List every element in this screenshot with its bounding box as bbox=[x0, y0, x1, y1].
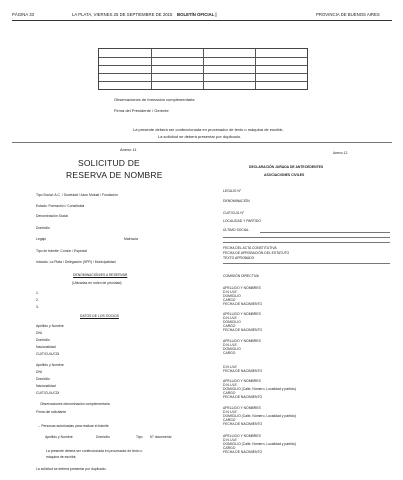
header-rule bbox=[12, 20, 392, 21]
matricula: Matrícula bbox=[124, 237, 138, 241]
page-number: PÁGINA 33 bbox=[12, 12, 34, 17]
block3-line3: DOMICILIO bbox=[223, 347, 241, 351]
socio2-nombre: Apellido y Nombre bbox=[36, 363, 64, 367]
dj-cuit: CUIT/CUIL N° bbox=[223, 211, 245, 215]
dj-fecha-estatuto: FECHA DE APROBACIÓN DEL ESTATUTO bbox=[223, 251, 290, 255]
dj-title-1: DECLARACIÓN JURADA DE ANTECEDENTES bbox=[249, 165, 324, 169]
block6-line3: DOMICILIO (Calle, Número, Localidad y partido) bbox=[223, 414, 296, 418]
socio2-domicilio: Domicilio bbox=[36, 377, 50, 381]
block6-line1: APELLIDO Y NOMBRES bbox=[223, 406, 261, 410]
legajo: Legajo bbox=[36, 237, 47, 241]
tipo-label: Tipo bbox=[136, 435, 143, 439]
socio1-dni: DNI bbox=[36, 331, 42, 335]
dj-fecha-acta: FECHA DEL ACTA CONSTITUTIVA bbox=[223, 246, 277, 250]
block5-line3: DOMICILIO (Calle, Número, Localidad y partido) bbox=[223, 387, 296, 391]
block7-line3: DOMICILIO (Calle, Número, Localidad y partido) bbox=[223, 442, 296, 446]
documento-label: N° documento bbox=[150, 435, 172, 439]
tipo-tramite: Tipo de trámite: Común / Especial bbox=[36, 249, 87, 253]
block4-line1: D.N.I./LE bbox=[223, 365, 237, 369]
dj-domicilio: ÚLTIMO SOCIAL bbox=[223, 228, 249, 232]
dj-denominacion: DENOMINACIÓN bbox=[223, 199, 250, 203]
domicilio: Domicilio bbox=[36, 226, 50, 230]
dj-texto-aprobado: TEXTO APROBADO bbox=[223, 256, 255, 260]
form-title-2: RESERVA DE NOMBRE bbox=[66, 170, 163, 180]
estado: Estado: Formación / Constituida bbox=[36, 204, 85, 208]
denominaciones-heading: DENOMINACIÓN/ES A RESERVAR bbox=[73, 273, 128, 277]
block7-line4: CARGO bbox=[223, 446, 236, 450]
block3-line1: APELLIDO Y NOMBRES bbox=[223, 339, 261, 343]
item-2: 2. bbox=[36, 298, 39, 302]
socio1-nacionalidad: Nacionalidad bbox=[36, 345, 56, 349]
block4-line2: FECHA DE NACIMIENTO bbox=[223, 369, 263, 373]
block5-line5: FECHA DE NACIMIENTO bbox=[223, 395, 263, 399]
legajo-n: LEGAJO N° bbox=[223, 189, 242, 193]
presentacion-note-1: La presente deberá ser confeccionada en procesador de texto o bbox=[46, 449, 143, 453]
presentacion-note-3: La solicitud se deberá presentar por duplicado. bbox=[36, 467, 107, 471]
block3-line4: CARGO bbox=[223, 351, 236, 355]
block5-line4: CARGO bbox=[223, 391, 236, 395]
block1-line1: APELLIDO Y NOMBRES bbox=[223, 286, 261, 290]
apellido-label: Apellido y Nombre bbox=[45, 435, 73, 439]
firma-solicitante: Firma del solicitante bbox=[36, 410, 67, 414]
intro-note-1: La presente deberá ser confeccionada en procesador de texto o máquina de escribir, bbox=[133, 127, 284, 132]
block5-line1: APELLIDO Y NOMBRES bbox=[223, 379, 261, 383]
denominacion-social: Denominación Social bbox=[36, 214, 68, 218]
block7-line2: D.N.I./LE bbox=[223, 438, 237, 442]
header-title: BOLETÍN OFICIAL | bbox=[177, 12, 217, 17]
obs-label: Observaciones de formación complementaria bbox=[114, 97, 195, 102]
socio1-nombre: Apellido y Nombre bbox=[36, 324, 64, 328]
tipo-social: Tipo Social: A.C. / Sociedad / Asoc Mutual / Fundación bbox=[36, 193, 118, 197]
block1-line2: D.N.I./LE bbox=[223, 290, 237, 294]
block2-line3: DOMICILIO bbox=[223, 320, 241, 324]
form-title-1: SOLICITUD DE bbox=[78, 158, 140, 168]
anexo-11: Anexo 11 bbox=[120, 147, 137, 152]
personas-autorizadas: -- Personas autorizadas para realizar el trámite bbox=[38, 424, 109, 428]
block5-line2: D.N.I./LE bbox=[223, 383, 237, 387]
block2-line5: FECHA DE NACIMIENTO bbox=[223, 328, 263, 332]
empty-table bbox=[98, 48, 308, 90]
block1-line3: DOMICILIO bbox=[223, 294, 241, 298]
block1-line4: CARGO bbox=[223, 298, 236, 302]
socio2-cuit: CUIT/CUIL/CDI bbox=[36, 391, 60, 395]
orden-note: (Ubicarlas en orden de prioridad) bbox=[72, 281, 122, 285]
block3-line2: D.N.I./LE bbox=[223, 343, 237, 347]
anexo-12: Anexo 12 bbox=[333, 151, 348, 155]
block2-line4: CARGO bbox=[223, 324, 236, 328]
block2-line2: D.N.I./LE bbox=[223, 316, 237, 320]
block6-line2: D.N.I./LE bbox=[223, 410, 237, 414]
firma-label: Firma del Presidente / Gerente bbox=[114, 108, 169, 113]
block7-line5: FECHA DE NACIMIENTO bbox=[223, 450, 263, 454]
socio1-cuit: CUIT/CUIL/CDI bbox=[36, 352, 60, 356]
socio2-dni: DNI bbox=[36, 370, 42, 374]
datos-socios-heading: DATOS DE LOS SOCIOS bbox=[80, 314, 119, 318]
obs-complementaria: Observaciones denominación complementaria bbox=[40, 402, 110, 406]
item-1: 1. bbox=[36, 291, 39, 295]
socio2-nacionalidad: Nacionalidad bbox=[36, 384, 56, 388]
block6-line4: CARGO bbox=[223, 418, 236, 422]
socio1-domicilio: Domicilio bbox=[36, 338, 50, 342]
domicilio-label: Domicilio bbox=[96, 435, 110, 439]
item-3: 3. bbox=[36, 305, 39, 309]
block6-line5: FECHA DE NACIMIENTO bbox=[223, 422, 263, 426]
block7-line1: APELLIDO Y NOMBRES bbox=[223, 434, 261, 438]
intro-note-2: La solicitud se deberá presentar por duplicado. bbox=[158, 134, 242, 139]
dj-title-2: ASOCIACIONES CIVILES bbox=[264, 173, 305, 177]
presentacion-note-2: máquina de escribir, bbox=[46, 455, 77, 459]
iniciado: Iniciado: La Plata / Delegación (SPR) / Municipalidad bbox=[36, 260, 116, 264]
header-date: LA PLATA, VIERNES 25 DE SEPTIEMBRE DE 2015 bbox=[72, 12, 173, 17]
dj-localidad: LOCALIDAD Y PARTIDO bbox=[223, 219, 261, 223]
header-region: PROVINCIA DE BUENOS AIRES bbox=[316, 12, 380, 17]
block1-line5: FECHA DE NACIMIENTO bbox=[223, 302, 263, 306]
comision-directiva: COMISIÓN DIRECTIVA bbox=[223, 274, 259, 278]
block2-line1: APELLIDO Y NOMBRES bbox=[223, 312, 261, 316]
